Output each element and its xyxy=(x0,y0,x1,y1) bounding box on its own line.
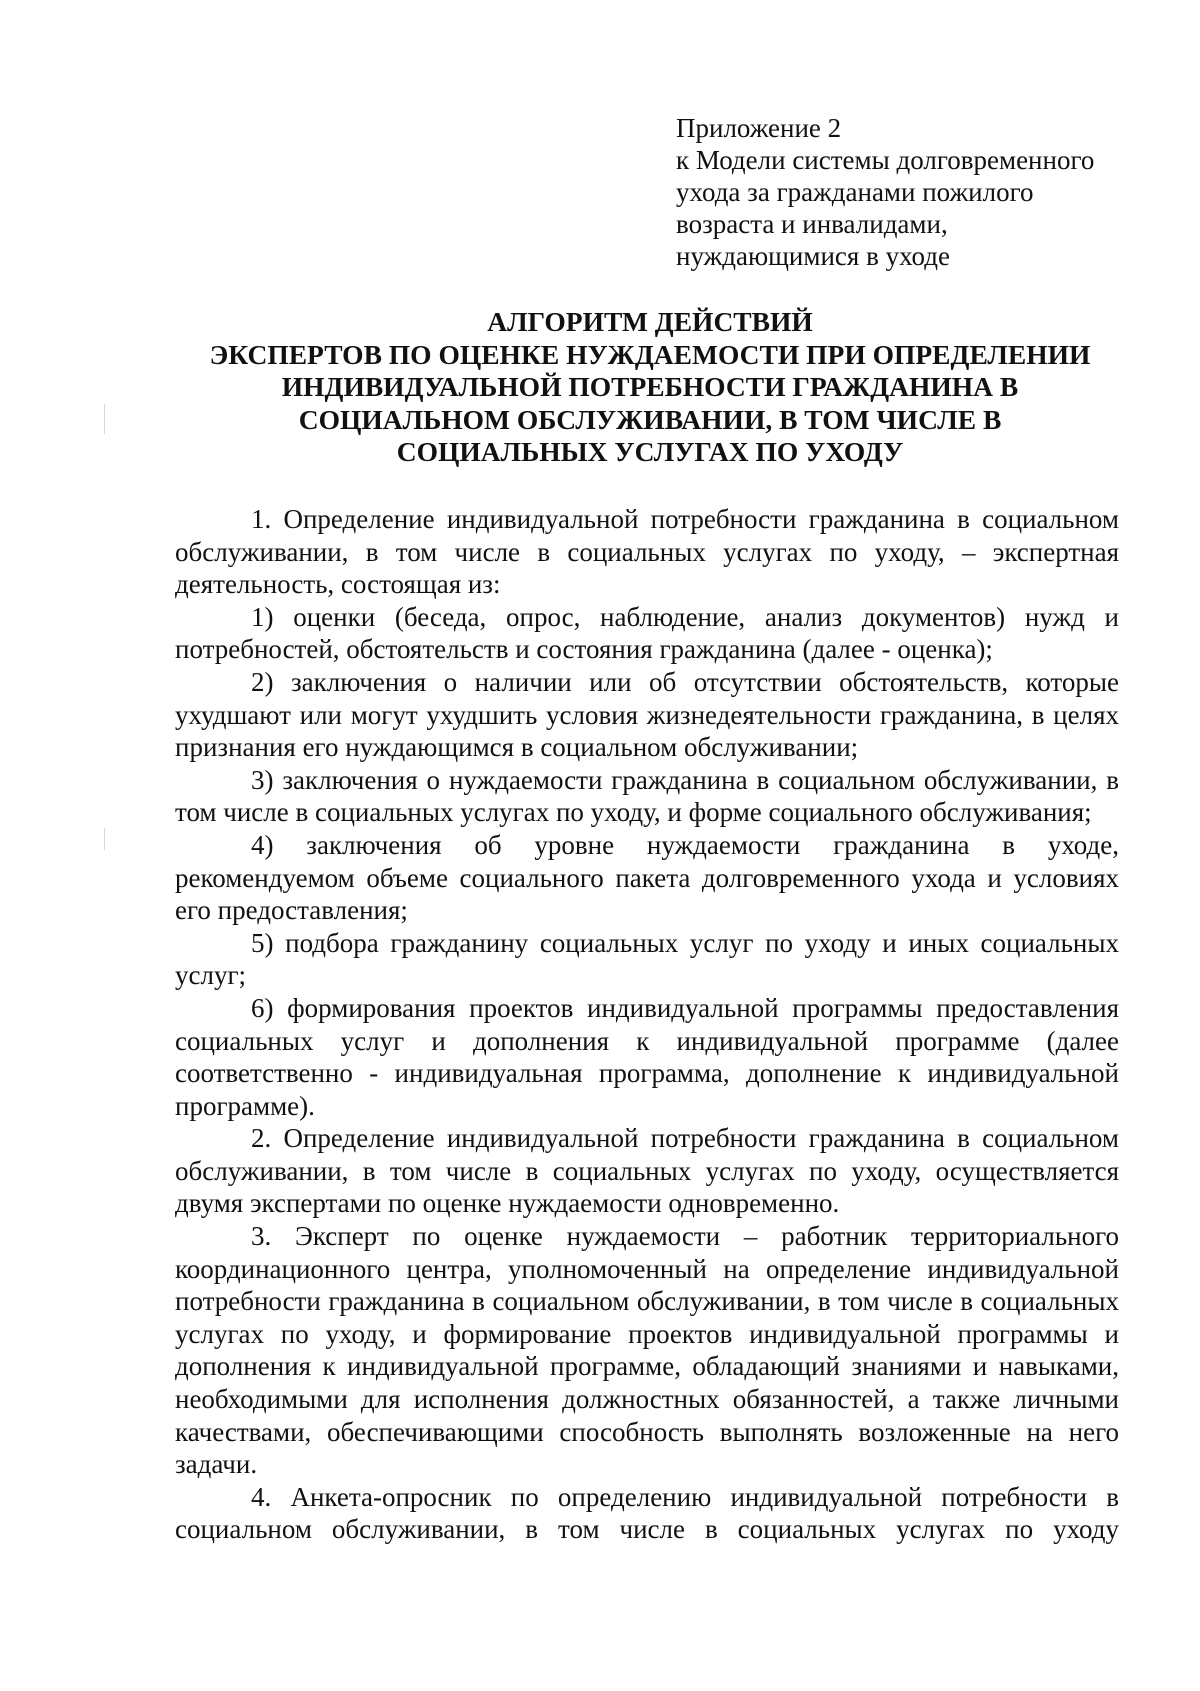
title-line: АЛГОРИТМ ДЕЙСТВИЙ xyxy=(487,306,813,337)
list-item-6: 6) формирования проектов индивидуальной программы предоставления социальных услуг и дополнения к индивидуальной программе (далее соответственно - индивидуальная программа, дополнение к индивидуальной программе). xyxy=(175,992,1119,1121)
appendix-line: к Модели системы долговременного xyxy=(676,145,1095,175)
scan-margin-mark-bottom xyxy=(104,828,105,850)
paragraph-3: 3. Эксперт по оценке нуждаемости – работник территориального координационного центра, уполномоченный на определение индивидуальной потребности гражданина в социальном обслуживании, в том числе в социальных услугах по уходу, и формирование проектов индивидуальной программы и дополнения к индивидуальной программе, обладающий знаниями и навыками, необходимыми для исполнения должностных обязанностей, а также личными качествами, обеспечивающими способность выполнять возложенные на него задачи. xyxy=(175,1221,1119,1480)
appendix-reference xyxy=(676,112,1136,272)
title-line: ЭКСПЕРТОВ ПО ОЦЕНКЕ НУЖДАЕМОСТИ ПРИ ОПРЕДЕЛЕНИИ xyxy=(209,338,1091,370)
list-item-3: 3) заключения о нуждаемости гражданина в социальном обслуживании, в том числе в социальных услугах по уходу, и форме социального обслуживания; xyxy=(175,764,1119,828)
list-item-4: 4) заключения об уровне нуждаемости гражданина в уходе, рекомендуемом объеме социального пакета долговременного ухода и условиях его предоставления; xyxy=(175,829,1119,926)
paragraph-2: 2. Определение индивидуальной потребности гражданина в социальном обслуживании, в том числе в социальных услугах по уходу, осуществляется двумя экспертами по оценке нуждаемости одновременно. xyxy=(175,1123,1119,1219)
appendix-line: возраста и инвалидами, xyxy=(676,209,948,239)
paragraph-4: 4. Анкета-опросник по определению индивидуальной потребности в социальном обслуживании, в том числе в социальных услугах по уходу xyxy=(175,1481,1119,1545)
title-line: ИНДИВИДУАЛЬНОЙ ПОТРЕБНОСТИ ГРАЖДАНИНА В xyxy=(281,371,1019,402)
list-item-1: 1) оценки (беседа, опрос, наблюдение, анализ документов) нужд и потребностей, обстоятельств и состояния гражданина (далее - оценка); xyxy=(175,601,1119,665)
appendix-line: ухода за гражданами пожилого xyxy=(676,177,1034,207)
scan-margin-mark-top xyxy=(104,404,105,434)
paragraph-1: 1. Определение индивидуальной потребности гражданина в социальном обслуживании, в том числе в социальных услугах по уходу, – экспертная деятельность, состоящая из: xyxy=(175,504,1119,600)
title-line: СОЦИАЛЬНЫХ УСЛУГАХ ПО УХОДУ xyxy=(396,436,904,467)
appendix-line: Приложение 2 xyxy=(676,113,842,143)
document-title xyxy=(150,306,1150,469)
appendix-line: нуждающимися в уходе xyxy=(676,241,950,271)
title-line: СОЦИАЛЬНОМ ОБСЛУЖИВАНИИ, В ТОМ ЧИСЛЕ В xyxy=(298,403,1002,435)
list-item-2: 2) заключения о наличии или об отсутствии обстоятельств, которые ухудшают или могут ухудшить условия жизнедеятельности гражданина, в целях признания его нуждающимся в социальном обслуживании; xyxy=(175,666,1119,763)
list-item-5: 5) подбора гражданину социальных услуг по уходу и иных социальных услуг; xyxy=(175,927,1119,991)
document-body xyxy=(175,503,1119,1546)
